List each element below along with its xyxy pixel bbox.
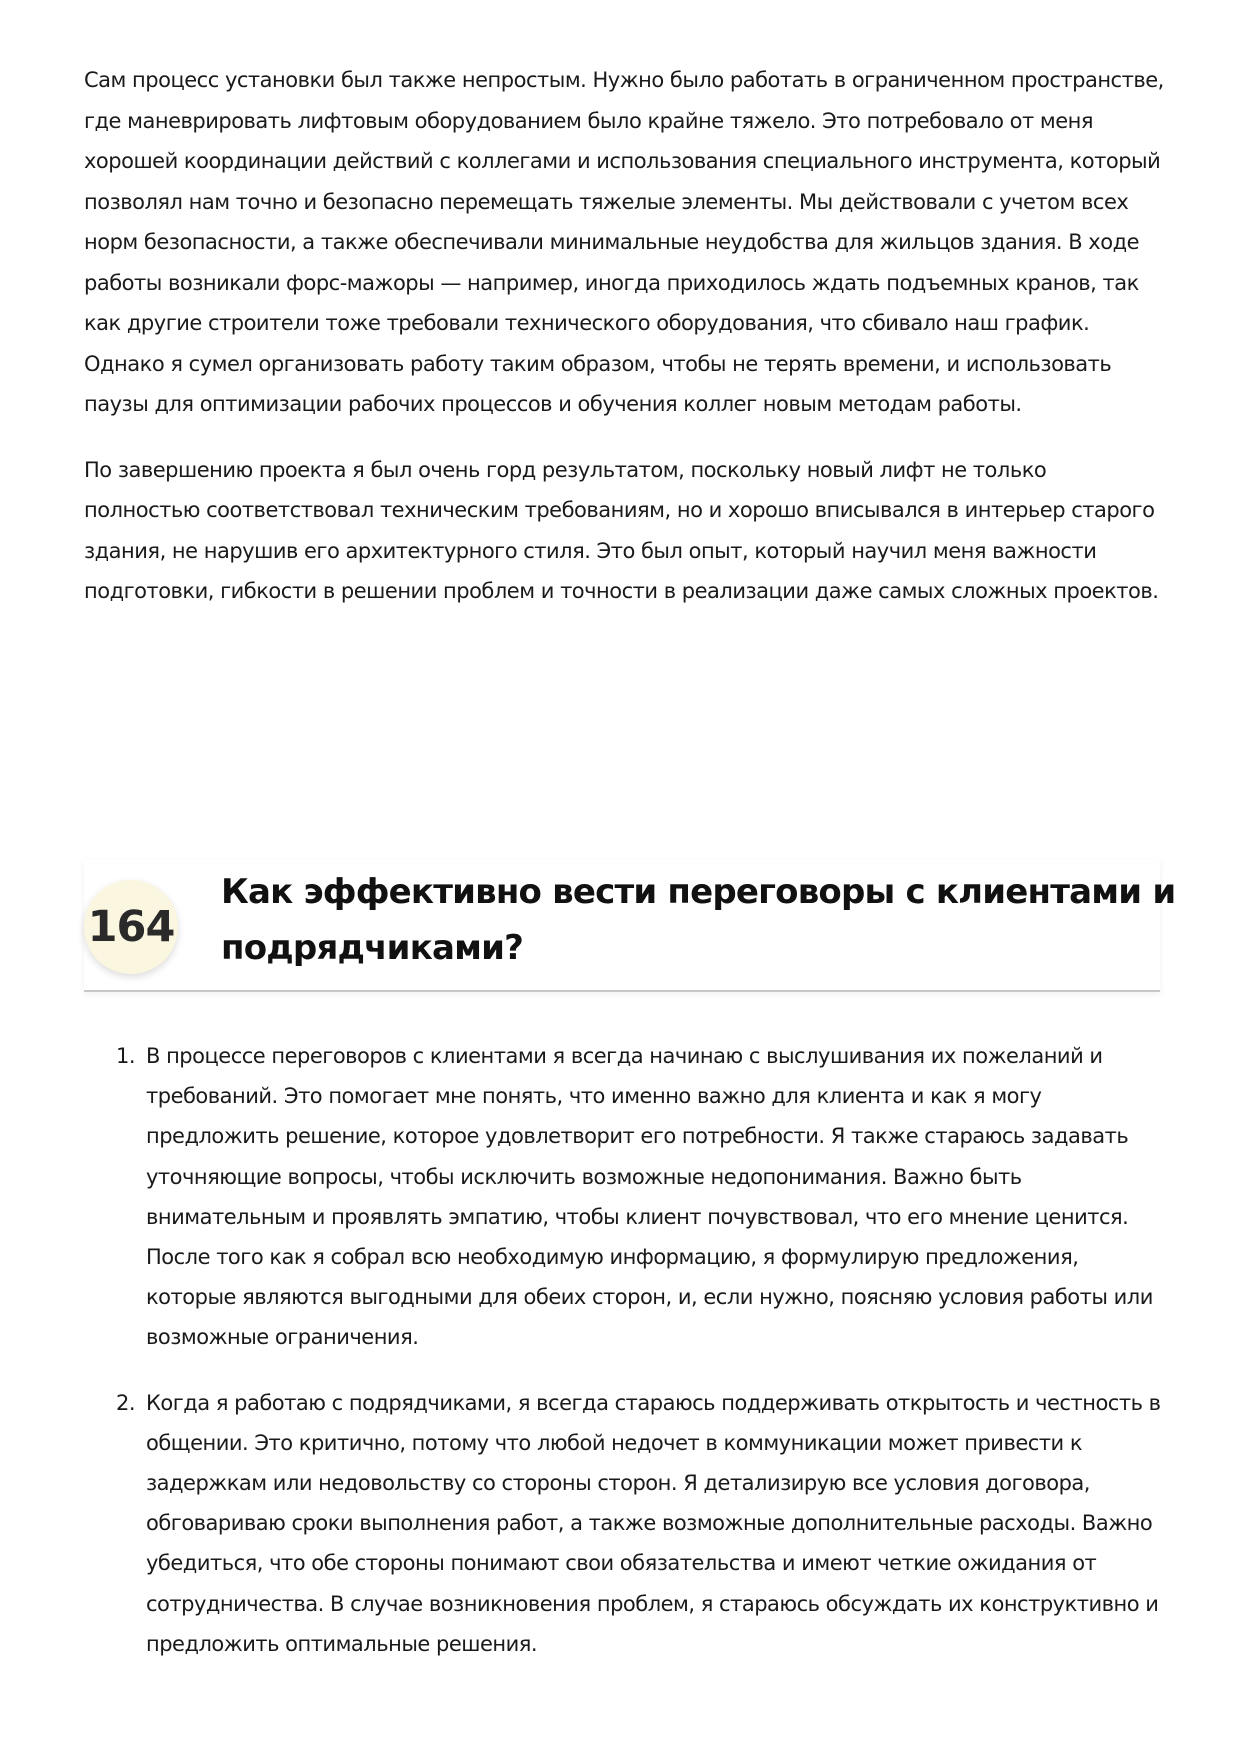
- answer-number: 1.: [116, 1044, 136, 1068]
- question-number-badge: 164: [84, 880, 178, 974]
- intro-text: [84, 60, 1164, 637]
- answer-number: 2.: [116, 1390, 136, 1415]
- question-title: Как эффективно вести переговоры с клиентами и подрядчиками?: [221, 872, 1176, 968]
- answer-item-2: [116, 1383, 1164, 1664]
- intro-paragraph-1: Сам процесс установки был также непростым. Нужно было работать в ограниченном пространстве, где маневрировать лифтовым оборудованием было крайне тяжело. Это потребовало от меня хорошей координации действий с коллегами и использования специального инструмента, который позволял нам точно и безопасно перемещать тяжелые элементы. Мы действовали с учетом всех норм безопасности, а также обеспечивали минимальные неудобства для жильцов здания. В ходе работы возникали форс-мажоры — например, иногда приходилось ждать подъемных кранов, так как другие строители тоже требовали технического оборудования, что сбивало наш график. Однако я сумел организовать работу таким образом, чтобы не терять времени, и использовать паузы для оптимизации рабочих процессов и обучения коллег новым методам работы.: [84, 68, 1164, 416]
- answer-item-1: [116, 1036, 1164, 1358]
- answer-text: Когда я работаю с подрядчиками, я всегда стараюсь поддерживать открытость и честность в общении. Это критично, потому что любой недочет в коммуникации может привести к задержкам или недовольству со стороны сторон. Я детализирую все условия договора, обговариваю сроки выполнения работ, а также возможные дополнительные расходы. Важно убедиться, что обе стороны понимают свои обязательства и имеют четкие ожидания от сотрудничества. В случае возникновения проблем, я стараюсь обсуждать их конструктивно и предложить оптимальные решения.: [146, 1390, 1161, 1656]
- intro-paragraph-2: По завершению проекта я был очень горд результатом, поскольку новый лифт не только полностью соответствовал техническим требованиям, но и хорошо вписывался в интерьер старого здания, не нарушив его архитектурного стиля. Это был опыт, который научил меня важности подготовки, гибкости в решении проблем и точности в реализации даже самых сложных проектов.: [84, 457, 1159, 603]
- question-header: [84, 860, 1176, 992]
- answer-list: [116, 1036, 1164, 1689]
- answer-text: В процессе переговоров с клиентами я всегда начинаю с выслушивания их пожеланий и требований. Это помогает мне понять, что именно важно для клиента и как я могу предложить решение, которое удовлетворит его потребности. Я также стараюсь задавать уточняющие вопросы, чтобы исключить возможные недопонимания. Важно быть внимательным и проявлять эмпатию, чтобы клиент почувствовал, что его мнение ценится. После того как я собрал всю необходимую информацию, я формулирую предложения, которые являются выгодными для обеих сторон, и, если нужно, поясняю условия работы или возможные ограничения.: [146, 1044, 1153, 1350]
